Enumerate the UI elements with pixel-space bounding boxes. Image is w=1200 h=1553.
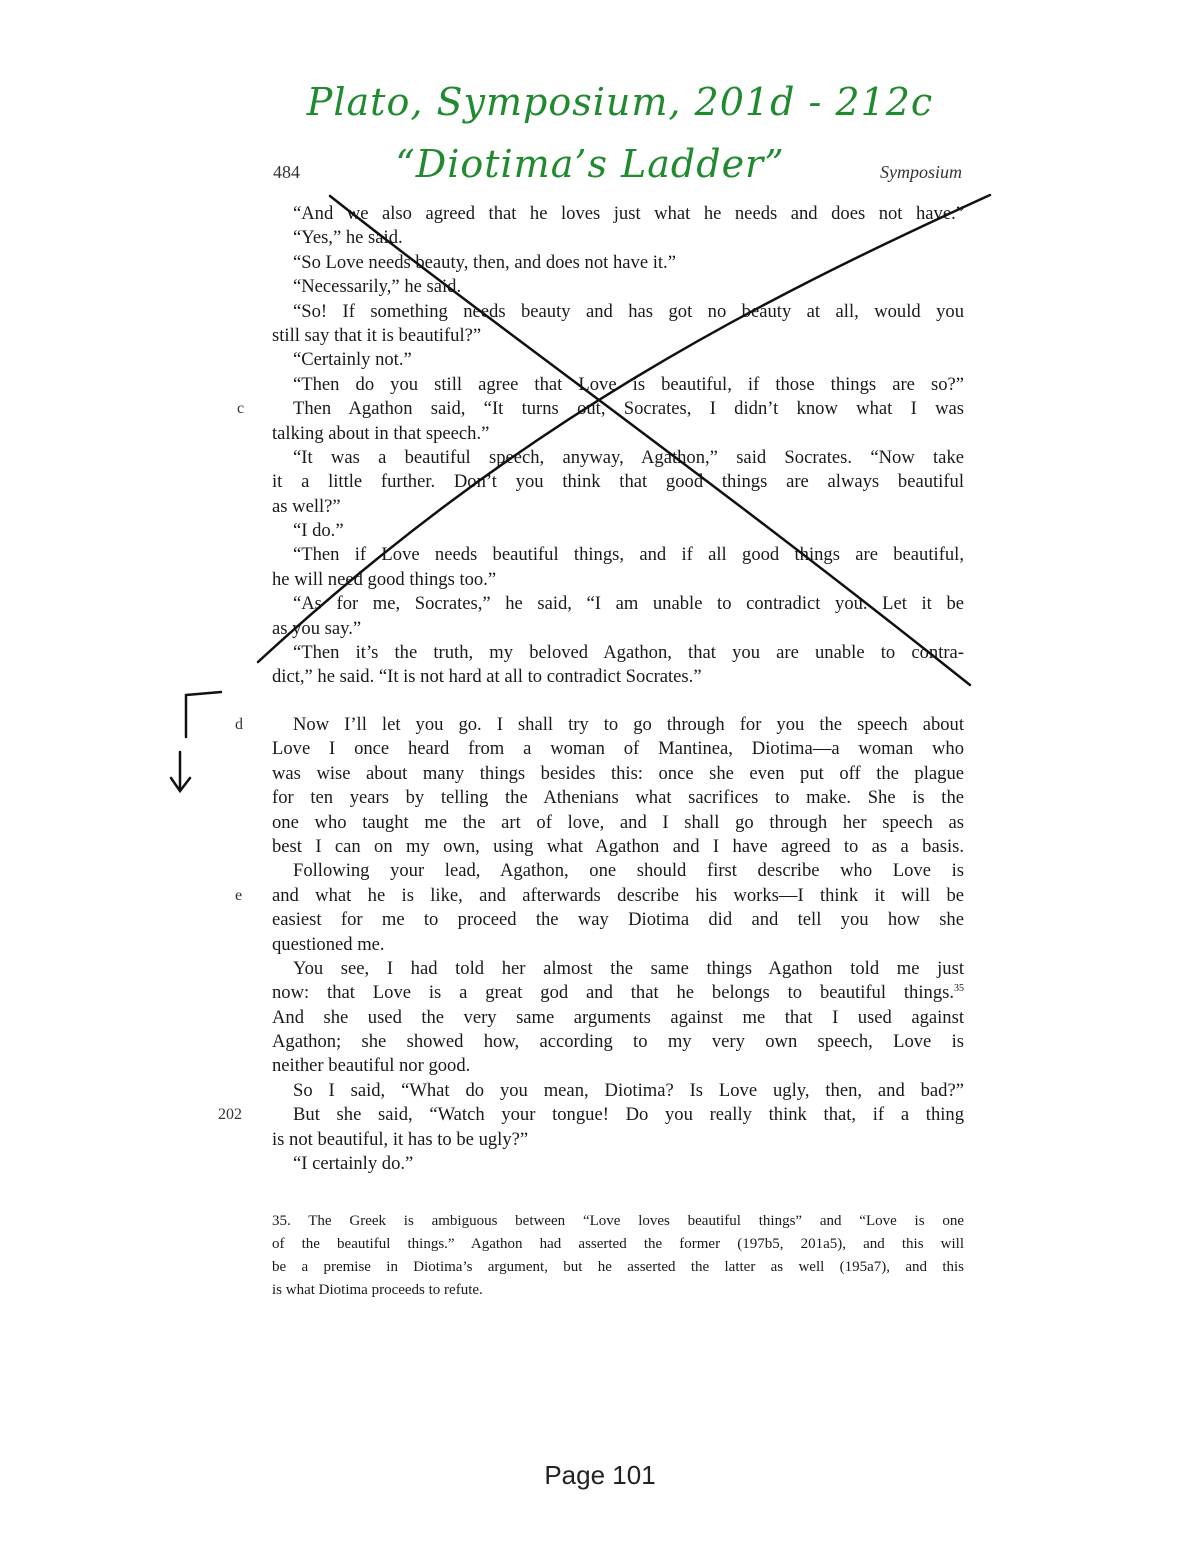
text-line: You see, I had told her almost the same things Agathon told me just bbox=[293, 957, 964, 979]
text-line: “It was a beautiful speech, anyway, Agathon,” said Socrates. “Now take bbox=[293, 446, 964, 468]
text-line: Following your lead, Agathon, one should first describe who Love is bbox=[293, 860, 964, 882]
text-line: But she said, “Watch your tongue! Do you really think that, if a thing bbox=[293, 1104, 964, 1126]
handwritten-title: Plato, Symposium, 201d - 212c bbox=[306, 80, 934, 124]
footnote-line: of the beautiful things.” Agathon had asserted the former (197b5, 201a5), and this will bbox=[272, 1236, 964, 1252]
margin-marker-d: d bbox=[235, 716, 243, 733]
text-line: “Then do you still agree that Love is beautiful, if those things are so?” bbox=[293, 373, 964, 395]
text-line: as well?” bbox=[272, 495, 341, 517]
handwritten-subtitle: “Diotima’s Ladder” bbox=[395, 142, 785, 186]
text-line: dict,” he said. “It is not hard at all to contradict Socrates.” bbox=[272, 666, 702, 688]
text-line: “As for me, Socrates,” he said, “I am unable to contradict you. Let it be bbox=[293, 593, 964, 615]
text-line: “So! If something needs beauty and has got no beauty at all, would you bbox=[293, 300, 964, 322]
text-line: now: that Love is a great god and that he belongs to beautiful things.$^{35}$ bbox=[272, 982, 964, 1004]
margin-marker-e: e bbox=[235, 887, 243, 904]
book-page-number: 484 bbox=[273, 162, 300, 182]
text-line: “I certainly do.” bbox=[293, 1153, 414, 1175]
text-line: Now I’ll let you go. I shall try to go through for you the speech about bbox=[293, 714, 964, 735]
text-line: best I can on my own, using what Agathon and I have agreed to as a basis. bbox=[272, 835, 964, 857]
footnote-line: is what Diotima proceeds to refute. bbox=[272, 1282, 483, 1298]
text-line: “Certainly not.” bbox=[293, 349, 412, 371]
text-line: So I said, “What do you mean, Diotima? Is Love ugly, then, and bad?” bbox=[293, 1079, 964, 1101]
footnote-line: 35. The Greek is ambiguous between “Love loves beautiful things” and “Love is one bbox=[272, 1213, 964, 1229]
text-line: was wise about many things besides this: once she even put off the plague bbox=[272, 762, 964, 784]
text-line: Love I once heard from a woman of Mantinea, Diotima—a woman who bbox=[272, 738, 964, 760]
running-head: Symposium bbox=[880, 162, 962, 182]
text-line: one who taught me the art of love, and I shall go through her speech as bbox=[272, 811, 964, 833]
text-line: “And we also agreed that he loves just what he needs and does not have.” bbox=[293, 203, 964, 224]
text-line: “So Love needs beauty, then, and does not have it.” bbox=[293, 251, 676, 273]
text-line: for ten years by telling the Athenians what sacrifices to make. She is the bbox=[272, 787, 964, 809]
text-line: as you say.” bbox=[272, 617, 362, 639]
text-line: “Then it’s the truth, my beloved Agathon, that you are unable to contra- bbox=[293, 642, 964, 664]
text-line: it a little further. Don’t you think that good things are always beautiful bbox=[272, 471, 964, 493]
footnote bbox=[272, 1210, 964, 1302]
margin-marker-202: 202 bbox=[218, 1106, 242, 1123]
text-line: questioned me. bbox=[272, 933, 385, 955]
footnote-ref[interactable]: 35 bbox=[954, 983, 964, 995]
margin-marker-c: c bbox=[237, 400, 245, 417]
diotima-passage bbox=[272, 713, 964, 1176]
text-line: Agathon; she showed how, according to my very own speech, Love is bbox=[272, 1031, 964, 1053]
text-line: still say that it is beautiful?” bbox=[272, 324, 482, 346]
text-line: easiest for me to proceed the way Diotima did and tell you how she bbox=[272, 909, 964, 931]
footnote-line: be a premise in Diotima’s argument, but he asserted the latter as well (195a7), and this bbox=[272, 1259, 964, 1275]
text-line: “Yes,” he said. bbox=[293, 227, 403, 249]
page-label: Page 101 bbox=[544, 1460, 656, 1490]
text-line: he will need good things too.” bbox=[272, 568, 497, 590]
text-line: “I do.” bbox=[293, 520, 344, 542]
text-line: “Then if Love needs beautiful things, and if all good things are beautiful, bbox=[293, 544, 964, 566]
text-line: And she used the very same arguments against me that I used against bbox=[272, 1006, 964, 1028]
down-arrow-icon bbox=[171, 752, 190, 791]
text-line: Then Agathon said, “It turns out, Socrates, I didn’t know what I was bbox=[293, 398, 964, 420]
text-line: neither beautiful nor good. bbox=[272, 1055, 471, 1077]
bracket-mark bbox=[186, 692, 221, 737]
text-line: talking about in that speech.” bbox=[272, 422, 490, 444]
text-line: “Necessarily,” he said. bbox=[293, 276, 462, 298]
text-line: is not beautiful, it has to be ugly?” bbox=[272, 1128, 529, 1150]
text-line: and what he is like, and afterwards describe his works—I think it will be bbox=[272, 884, 964, 906]
crossed-out-passage bbox=[272, 202, 964, 690]
